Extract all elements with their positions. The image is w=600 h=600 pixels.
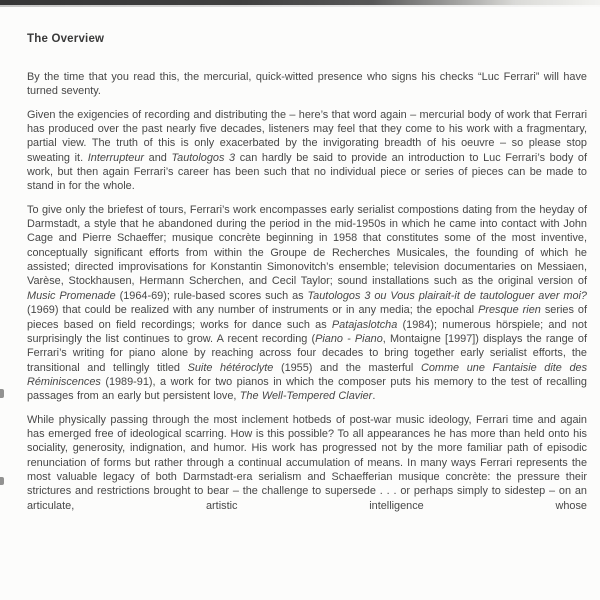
paragraph bbox=[27, 108, 587, 194]
text-run: (1984); numerous hörspiele; and not surprisingly the list continues to grow. A recent recording ( bbox=[27, 318, 587, 345]
work-title-italic: Presque rien bbox=[478, 304, 541, 317]
paragraph bbox=[27, 70, 587, 99]
text-run: can hardly be said to provide an introduction to Luc Ferrari’s body of work, but then again Ferrari’s career has been such that no individual piece or series of pieces can be made to stand in for the whole. bbox=[27, 151, 587, 193]
text-run: While physically passing through the most inclement hotbeds of post-war music ideology, Ferrari time and again has emerged free of ideological scarring. How is this possible? To all appearances he has more than held onto his sociality, generosity, indignation, and humor. His work has progressed not by the more familiar path of episodic renunciation of forms but rather through a continual accumulation of means. In many ways Ferrari represents the most valuable legacy of both Darmstadt-era serialism and Schaefferian musique concrète: the pressure their strictures and restrictions brought to bear – the challenge to supersede . . . or perhaps simply to sidestep – on an articulate, artistic intelligence whose bbox=[27, 413, 587, 512]
text-run: Given the exigencies of recording and distributing the – here’s that word again – mercurial body of work that Ferrari has produced over the past nearly five decades, listeners may feel that they come to his work with a fragmentary, partial view. The truth of this is only exacerbated by the invigorating breadth of his oeuvre – so please stop sweating it. bbox=[27, 108, 587, 164]
work-title-italic: Tautologos 3 bbox=[171, 151, 236, 164]
text-run: (1989-91), a work for two pianos in which the composer puts his memory to the test of recalling passages from an early but persistent love, bbox=[27, 375, 587, 403]
text-run: By the time that you read this, the mercurial, quick-witted presence who signs his checks “Luc Ferrari” will have turned seventy. bbox=[27, 71, 587, 98]
text-run: and bbox=[144, 151, 172, 164]
work-title-italic: Suite hétéroclyte bbox=[187, 361, 274, 374]
work-title-italic: Patajaslotcha bbox=[331, 318, 398, 331]
document-paragraphs bbox=[27, 70, 587, 513]
text-run: series of pieces based on field recordings; works for dance such as bbox=[27, 304, 587, 331]
paragraph bbox=[27, 413, 587, 513]
text-run: To give only the briefest of tours, Ferrari’s work encompasses early serialist compostions dating from the heyday of Darmstadt, a style that he abandoned during the period in the mid-1950s in which he came into contact with John Cage and Pierre Schaeffer; musique concrète beginning in 1958 that constitutes some of the most inventive, conceptually significant efforts from within the Groupe de Recherches Musicales, the founding of which he assisted; directed improvisations for Konstantin Simonovitch’s ensemble; television documentaries on Messiaen, Varèse, Stockhausen, Hermann Scherchen, and Cecil Taylor; sound installations such as the original version of bbox=[27, 203, 587, 288]
paragraph bbox=[27, 203, 587, 404]
work-title-italic: Music Promenade bbox=[27, 289, 116, 302]
work-title-italic: Comme une Fantaisie dite des Réminiscences bbox=[27, 361, 588, 388]
text-run: . bbox=[372, 390, 376, 403]
text-run: , Montaigne [1997]) displays the range of Ferrari’s writing for piano alone by reaching across four decades to bring together early serialist efforts, the transitional and tellingly titled bbox=[27, 332, 587, 374]
text-run: (1955) and the masterful bbox=[273, 361, 421, 374]
text-run: (1969) that could be realized with any number of instruments or in any media; the epochal bbox=[27, 304, 479, 317]
work-title-italic: Tautologos 3 ou Vous plairait-it de tautologuer aver moi? bbox=[307, 289, 587, 302]
work-title-italic: Piano - Piano bbox=[315, 332, 383, 345]
page-title: The Overview bbox=[27, 33, 105, 45]
text-run: (1964-69); rule-based scores such as bbox=[115, 289, 308, 302]
work-title-italic: The Well-Tempered Clavier bbox=[239, 390, 373, 403]
work-title-italic: Interrupteur bbox=[87, 151, 145, 164]
